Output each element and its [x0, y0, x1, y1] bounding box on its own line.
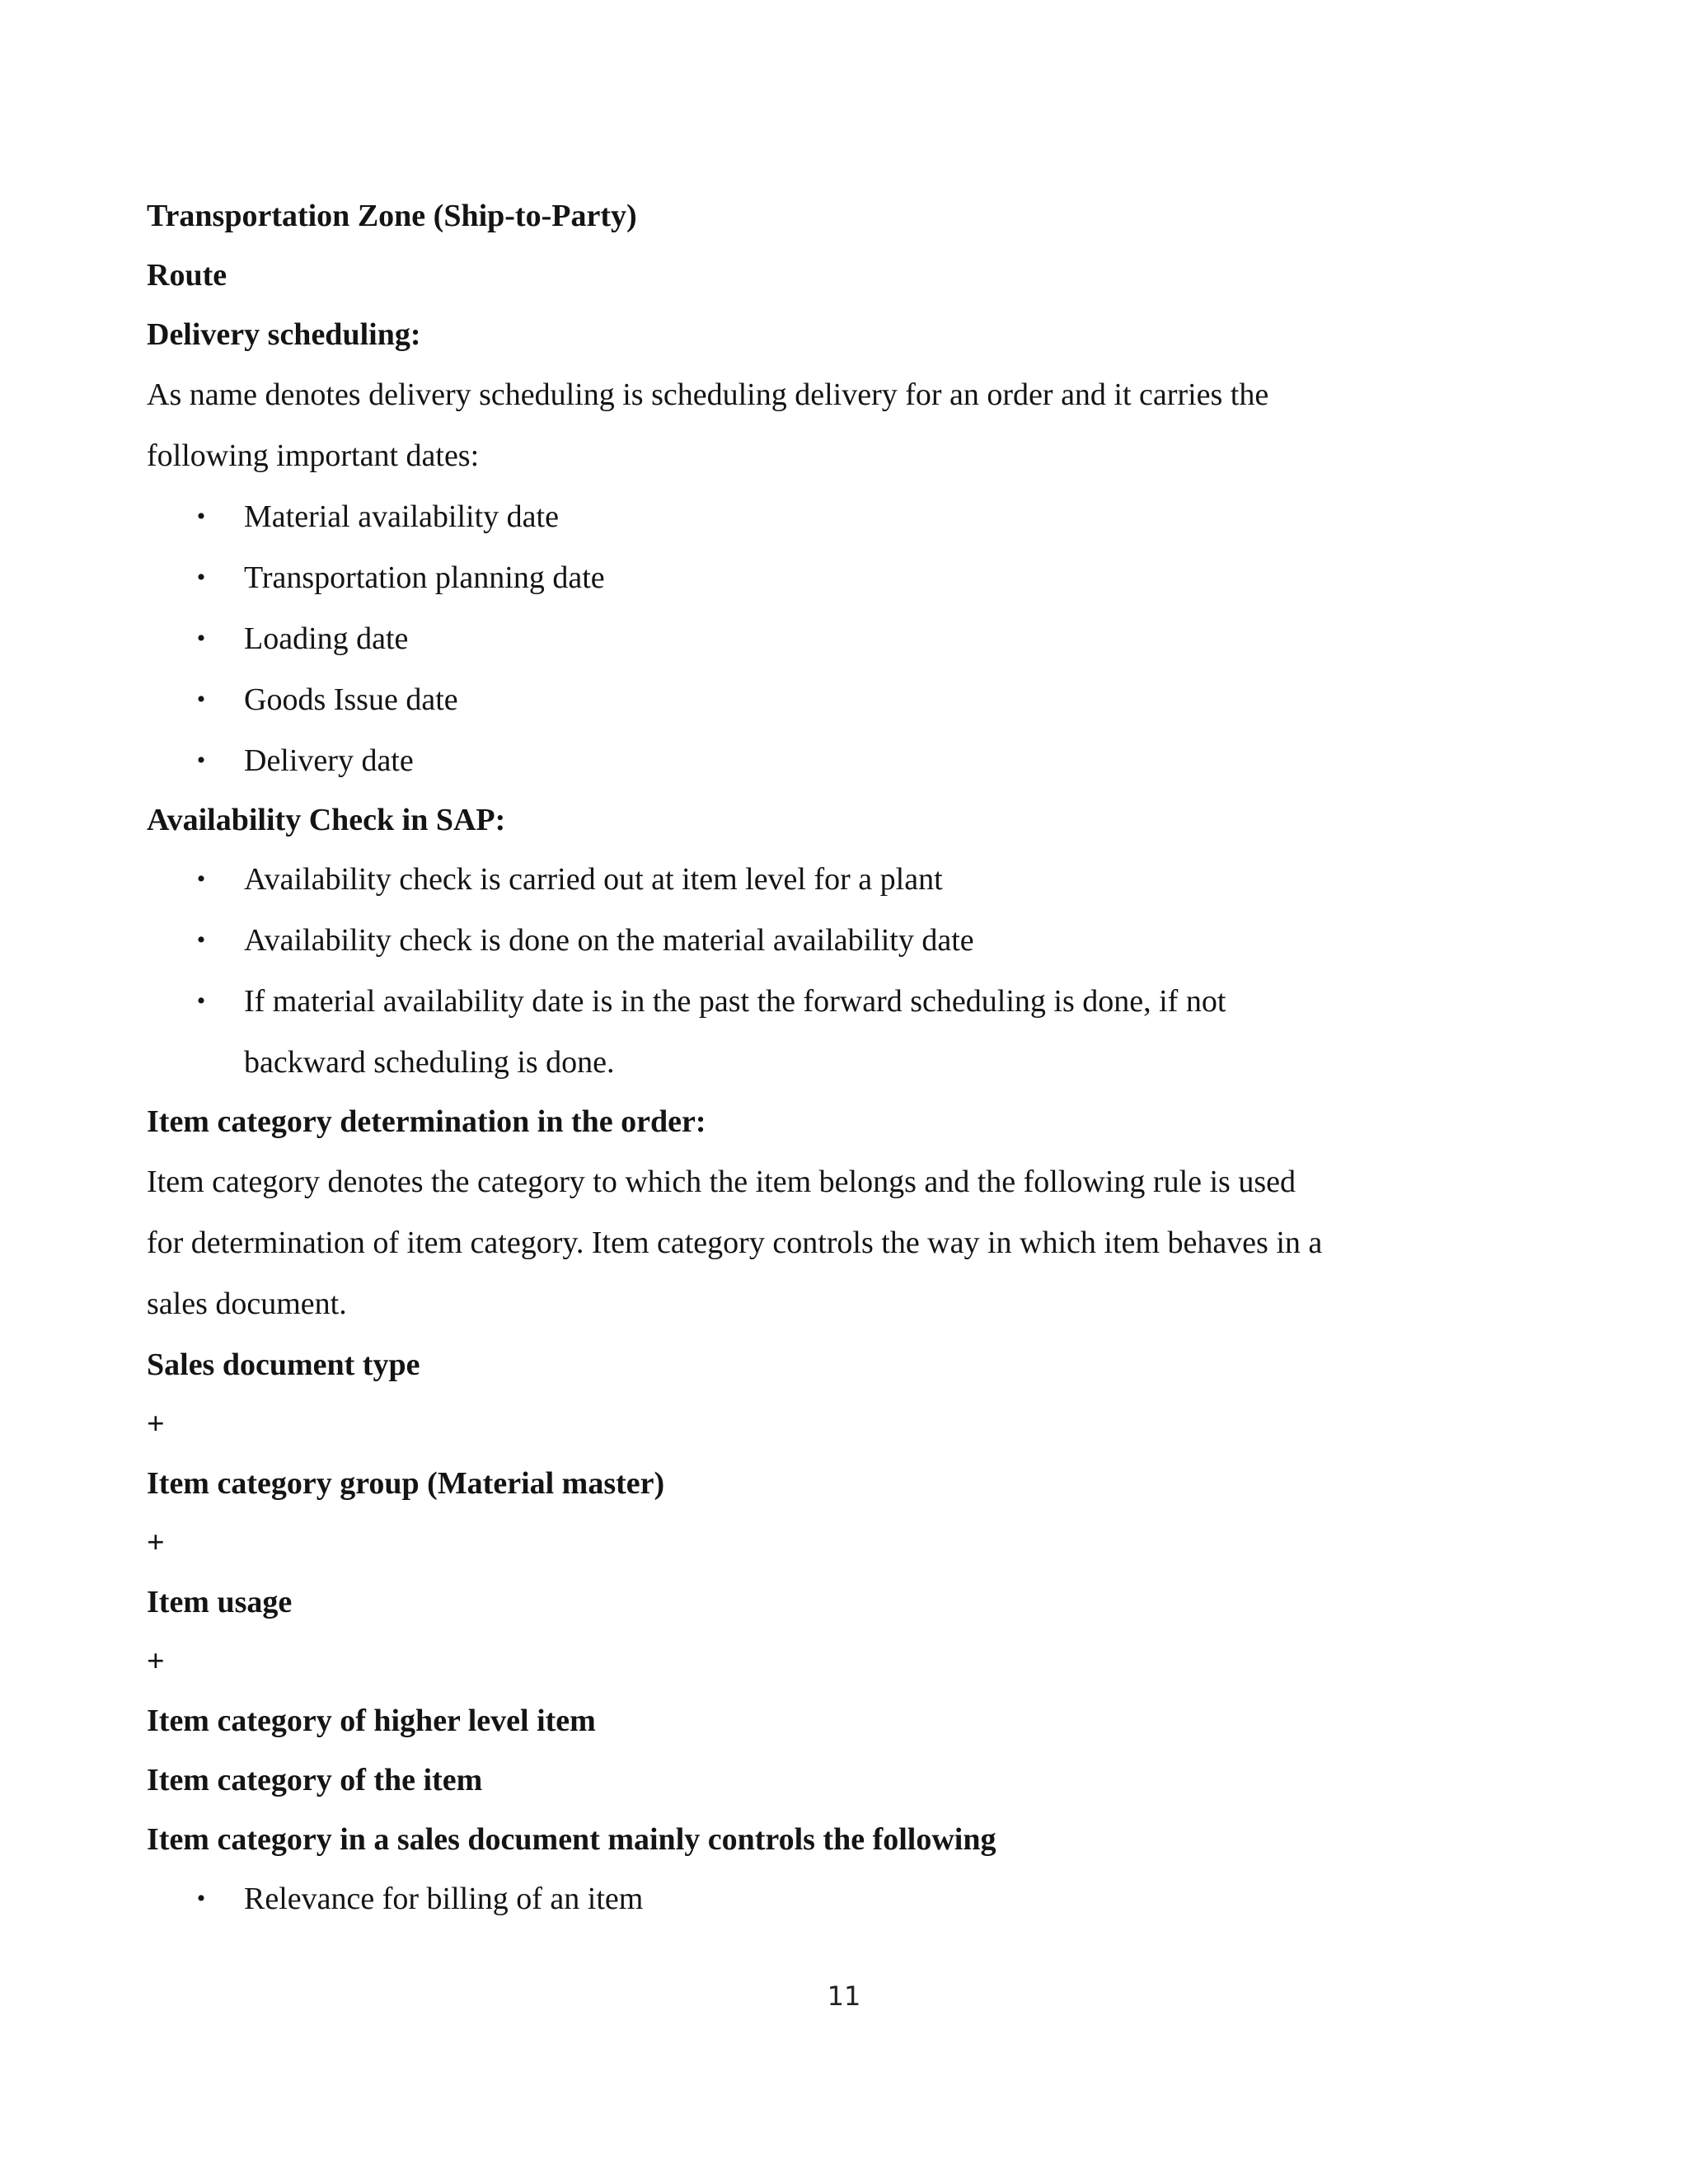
bullet-icon: • — [196, 503, 206, 530]
bullet-icon: • — [196, 987, 206, 1015]
heading-transportation-zone: Transportation Zone (Ship-to-Party) — [147, 199, 637, 233]
list-item-text: Goods Issue date — [244, 682, 458, 717]
formula-item-category-group: Item category group (Material master) — [147, 1466, 665, 1501]
formula-plus-sign: + — [147, 1644, 165, 1679]
bullet-icon: • — [196, 625, 206, 652]
list-item-text: Delivery date — [244, 743, 414, 778]
list-item-text: Material availability date — [244, 499, 559, 534]
list-item-text: Loading date — [244, 621, 409, 656]
list-item-text: Availability check is done on the material availability date — [244, 923, 974, 958]
list-item-text: Availability check is carried out at item level for a plant — [244, 862, 943, 897]
bullet-icon: • — [196, 747, 206, 774]
formula-plus-sign: + — [147, 1526, 165, 1560]
list-item-text: Transportation planning date — [244, 560, 605, 595]
formula-item-category-of-item: Item category of the item — [147, 1763, 483, 1797]
heading-delivery-scheduling: Delivery scheduling: — [147, 317, 421, 352]
bullet-icon: • — [196, 865, 206, 893]
bullet-icon: • — [196, 926, 206, 954]
formula-item-category-higher-level: Item category of higher level item — [147, 1704, 596, 1738]
heading-availability-check: Availability Check in SAP: — [147, 803, 506, 837]
heading-item-category-determination: Item category determination in the order: — [147, 1104, 706, 1139]
paragraph-item-category-line-2: for determination of item category. Item category controls the way in which item behaves in a — [147, 1226, 1323, 1260]
page-number: 11 — [827, 1980, 861, 2012]
formula-plus-sign: + — [147, 1407, 165, 1441]
list-item-continuation: backward scheduling is done. — [244, 1045, 615, 1080]
bullet-icon: • — [196, 564, 206, 591]
formula-sales-document-type: Sales document type — [147, 1347, 420, 1382]
heading-route: Route — [147, 258, 227, 293]
bullet-icon: • — [196, 1885, 206, 1912]
paragraph-item-category-line-3: sales document. — [147, 1286, 347, 1321]
paragraph-item-category-line-1: Item category denotes the category to which the item belongs and the following rule is used — [147, 1165, 1296, 1199]
list-item-text: If material availability date is in the past the forward scheduling is done, if not — [244, 984, 1226, 1019]
formula-item-usage: Item usage — [147, 1585, 293, 1619]
bullet-icon: • — [196, 686, 206, 713]
heading-item-category-controls: Item category in a sales document mainly controls the following — [147, 1822, 996, 1857]
paragraph-delivery-line-1: As name denotes delivery scheduling is scheduling delivery for an order and it carries the — [147, 377, 1269, 412]
paragraph-delivery-line-2: following important dates: — [147, 438, 480, 473]
list-item-text: Relevance for billing of an item — [244, 1882, 644, 1916]
